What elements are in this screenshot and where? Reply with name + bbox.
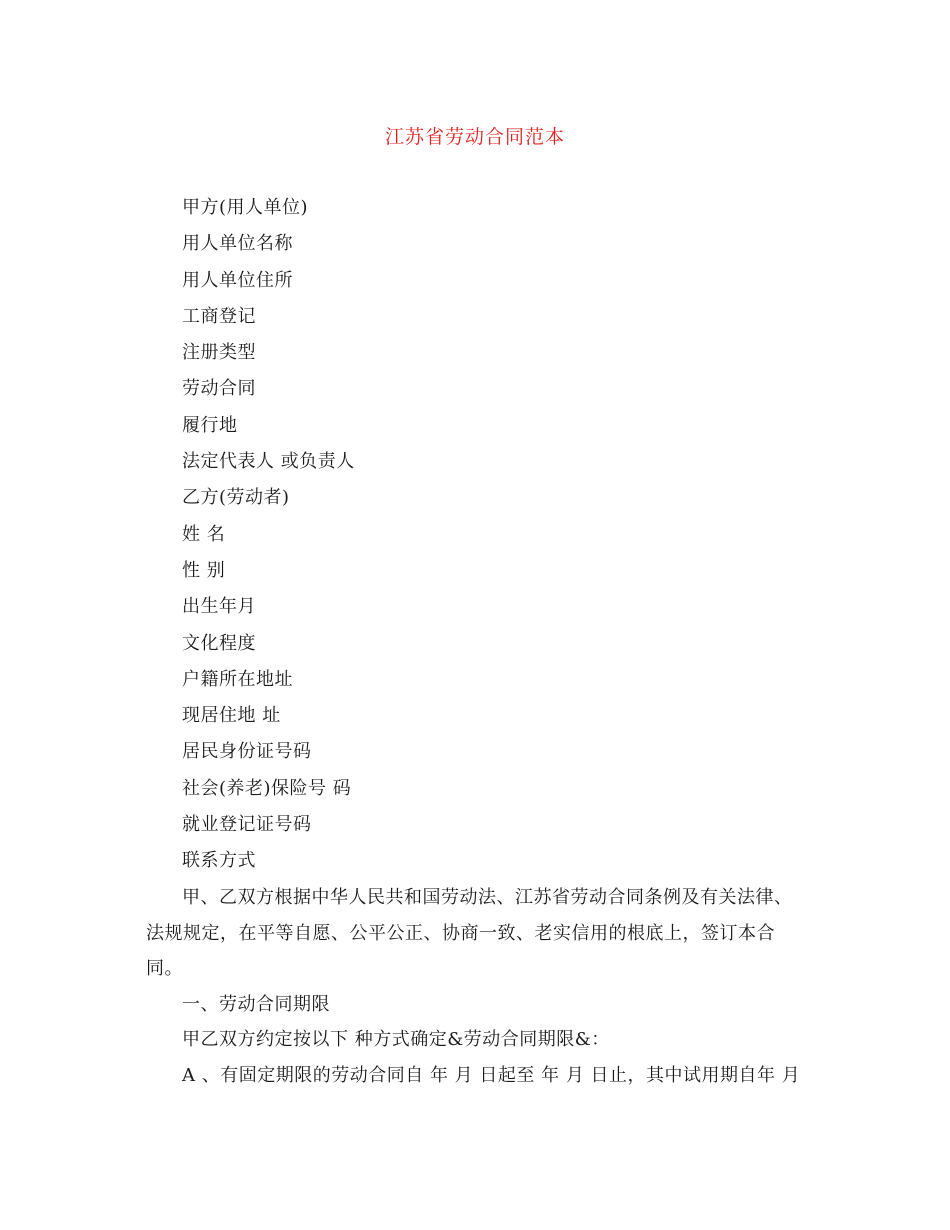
field-labor-contract: 劳动合同 — [182, 378, 256, 400]
field-employment-registration-number: 就业登记证号码 — [182, 814, 312, 836]
preamble-paragraph: 甲、乙双方根据中华人民共和国劳动法、江苏省劳动合同条例及有关法律、法规规定，在平等自愿、公平公正、协商一致、老实信用的根底上，签订本合同。 — [146, 887, 793, 979]
field-household-address: 户籍所在地址 — [182, 668, 293, 690]
document-body — [146, 880, 801, 1093]
field-name: 姓 名 — [182, 523, 226, 545]
field-employer-heading: 甲方(用人单位) — [182, 197, 309, 218]
field-education: 文化程度 — [182, 632, 256, 654]
party-fields-list — [182, 194, 802, 884]
field-social-insurance-number: 社会(养老)保险号 码 — [182, 777, 352, 799]
section-intro: 甲乙双方约定按以下 种方式确定&劳动合同期限&： — [182, 1029, 610, 1050]
field-employer-name: 用人单位名称 — [182, 233, 293, 255]
document-title: 江苏省劳动合同范本 — [384, 126, 565, 148]
field-gender: 性 别 — [182, 559, 226, 581]
field-business-registration: 工商登记 — [182, 305, 256, 327]
field-birth-date: 出生年月 — [182, 596, 256, 618]
field-place-of-performance: 履行地 — [182, 414, 238, 436]
field-registration-type: 注册类型 — [182, 342, 256, 364]
field-contact: 联系方式 — [182, 850, 256, 872]
field-current-address: 现居住地 址 — [182, 705, 281, 727]
field-legal-representative: 法定代表人 或负责人 — [182, 451, 355, 473]
section-item-a: A 、有固定期限的劳动合同自 年 月 日起至 年 月 日止，其中试用期自年 月 — [182, 1064, 801, 1086]
field-id-number: 居民身份证号码 — [182, 741, 312, 763]
section-heading: 一、劳动合同期限 — [182, 993, 330, 1015]
field-employee-heading: 乙方(劳动者) — [182, 487, 290, 509]
field-employer-address: 用人单位住所 — [182, 269, 293, 291]
